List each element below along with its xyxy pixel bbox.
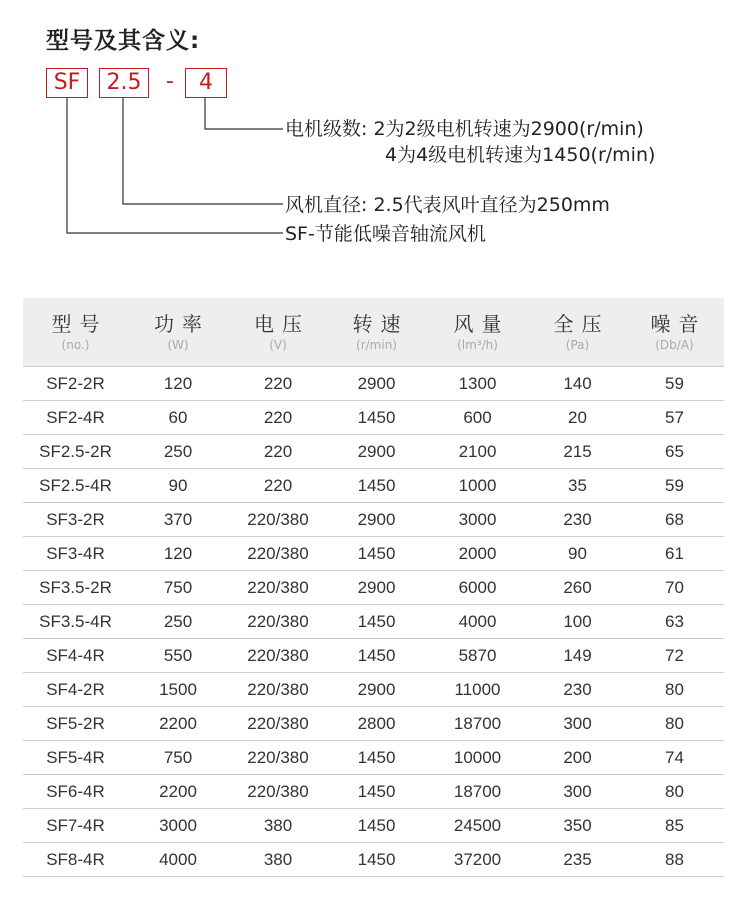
cell-voltage: 220/380	[228, 775, 328, 809]
cell-speed: 1450	[328, 809, 425, 843]
cell-power: 120	[128, 537, 228, 571]
cell-noise: 63	[625, 605, 724, 639]
cell-model: SF3-4R	[23, 537, 128, 571]
cell-airflow: 11000	[425, 673, 530, 707]
cell-pressure: 350	[530, 809, 625, 843]
cell-speed: 1450	[328, 537, 425, 571]
cell-pressure: 100	[530, 605, 625, 639]
cell-pressure: 215	[530, 435, 625, 469]
header-power: 功率 (W)	[128, 298, 228, 367]
code-dash: -	[166, 69, 174, 94]
cell-airflow: 2000	[425, 537, 530, 571]
cell-power: 250	[128, 605, 228, 639]
cell-voltage: 220/380	[228, 741, 328, 775]
cell-power: 3000	[128, 809, 228, 843]
cell-voltage: 220/380	[228, 707, 328, 741]
cell-noise: 68	[625, 503, 724, 537]
cell-pressure: 140	[530, 367, 625, 401]
table-row	[23, 707, 724, 741]
cell-model: SF3-2R	[23, 503, 128, 537]
table-row	[23, 571, 724, 605]
cell-noise: 85	[625, 809, 724, 843]
cell-noise: 61	[625, 537, 724, 571]
table-row	[23, 367, 724, 401]
cell-voltage: 220/380	[228, 537, 328, 571]
cell-speed: 1450	[328, 469, 425, 503]
cell-power: 550	[128, 639, 228, 673]
cell-model: SF3.5-4R	[23, 605, 128, 639]
header-pressure: 全压 (Pa)	[530, 298, 625, 367]
table-row	[23, 673, 724, 707]
cell-airflow: 3000	[425, 503, 530, 537]
cell-voltage: 220/380	[228, 639, 328, 673]
cell-airflow: 10000	[425, 741, 530, 775]
cell-airflow: 37200	[425, 843, 530, 877]
cell-voltage: 380	[228, 843, 328, 877]
header-voltage: 电压 (V)	[228, 298, 328, 367]
cell-pressure: 35	[530, 469, 625, 503]
code-series-box: SF	[46, 68, 88, 98]
section-title: 型号及其含义:	[46, 28, 201, 54]
cell-power: 120	[128, 367, 228, 401]
cell-power: 750	[128, 571, 228, 605]
cell-model: SF2.5-4R	[23, 469, 128, 503]
code-diameter-box: 2.5	[99, 68, 149, 98]
cell-pressure: 90	[530, 537, 625, 571]
cell-model: SF8-4R	[23, 843, 128, 877]
cell-power: 4000	[128, 843, 228, 877]
cell-noise: 74	[625, 741, 724, 775]
cell-speed: 2800	[328, 707, 425, 741]
header-model: 型号 (no.)	[23, 298, 128, 367]
cell-voltage: 220/380	[228, 673, 328, 707]
cell-noise: 65	[625, 435, 724, 469]
cell-power: 1500	[128, 673, 228, 707]
cell-voltage: 220	[228, 367, 328, 401]
cell-speed: 1450	[328, 775, 425, 809]
cell-voltage: 220	[228, 435, 328, 469]
cell-noise: 80	[625, 707, 724, 741]
cell-model: SF3.5-2R	[23, 571, 128, 605]
spec-table	[23, 298, 724, 877]
cell-model: SF6-4R	[23, 775, 128, 809]
table-row	[23, 503, 724, 537]
cell-airflow: 5870	[425, 639, 530, 673]
code-poles-box: 4	[185, 68, 227, 98]
cell-power: 750	[128, 741, 228, 775]
connector-line-poles	[205, 98, 283, 129]
cell-noise: 59	[625, 469, 724, 503]
table-row	[23, 469, 724, 503]
motor-poles-desc-line2: 4为4级电机转速为1450(r/min)	[385, 144, 656, 166]
cell-speed: 1450	[328, 401, 425, 435]
cell-model: SF5-2R	[23, 707, 128, 741]
header-airflow: 风量 (lm³/h)	[425, 298, 530, 367]
header-noise: 噪音 (Db/A)	[625, 298, 724, 367]
cell-airflow: 2100	[425, 435, 530, 469]
cell-pressure: 230	[530, 503, 625, 537]
cell-speed: 2900	[328, 503, 425, 537]
cell-power: 250	[128, 435, 228, 469]
cell-noise: 80	[625, 673, 724, 707]
table-row	[23, 809, 724, 843]
cell-model: SF4-2R	[23, 673, 128, 707]
table-row	[23, 435, 724, 469]
cell-noise: 80	[625, 775, 724, 809]
table-row	[23, 401, 724, 435]
table-row	[23, 843, 724, 877]
cell-voltage: 220	[228, 469, 328, 503]
table-header-row	[23, 298, 724, 367]
cell-pressure: 20	[530, 401, 625, 435]
cell-noise: 57	[625, 401, 724, 435]
cell-power: 60	[128, 401, 228, 435]
table-row	[23, 537, 724, 571]
cell-speed: 1450	[328, 605, 425, 639]
cell-speed: 2900	[328, 367, 425, 401]
cell-model: SF2-2R	[23, 367, 128, 401]
cell-noise: 59	[625, 367, 724, 401]
header-speed: 转速 (r/min)	[328, 298, 425, 367]
cell-speed: 2900	[328, 571, 425, 605]
cell-speed: 1450	[328, 843, 425, 877]
cell-airflow: 18700	[425, 707, 530, 741]
cell-pressure: 260	[530, 571, 625, 605]
cell-airflow: 24500	[425, 809, 530, 843]
cell-airflow: 18700	[425, 775, 530, 809]
cell-model: SF4-4R	[23, 639, 128, 673]
cell-model: SF2-4R	[23, 401, 128, 435]
cell-airflow: 1000	[425, 469, 530, 503]
cell-speed: 2900	[328, 435, 425, 469]
table-row	[23, 605, 724, 639]
cell-power: 370	[128, 503, 228, 537]
cell-speed: 2900	[328, 673, 425, 707]
cell-pressure: 300	[530, 707, 625, 741]
cell-speed: 1450	[328, 639, 425, 673]
fan-diameter-desc: 风机直径: 2.5代表风叶直径为250mm	[285, 194, 610, 216]
cell-noise: 70	[625, 571, 724, 605]
cell-power: 2200	[128, 775, 228, 809]
connector-line-diameter	[123, 98, 283, 204]
cell-voltage: 220/380	[228, 605, 328, 639]
cell-airflow: 4000	[425, 605, 530, 639]
cell-model: SF2.5-2R	[23, 435, 128, 469]
cell-noise: 88	[625, 843, 724, 877]
cell-model: SF7-4R	[23, 809, 128, 843]
cell-airflow: 600	[425, 401, 530, 435]
cell-power: 90	[128, 469, 228, 503]
cell-pressure: 300	[530, 775, 625, 809]
cell-pressure: 200	[530, 741, 625, 775]
cell-model: SF5-4R	[23, 741, 128, 775]
table-row	[23, 639, 724, 673]
series-desc: SF-节能低噪音轴流风机	[285, 223, 486, 245]
motor-poles-desc-line1: 电机级数: 2为2级电机转速为2900(r/min)	[285, 118, 644, 140]
table-row	[23, 741, 724, 775]
cell-power: 2200	[128, 707, 228, 741]
cell-noise: 72	[625, 639, 724, 673]
cell-voltage: 220	[228, 401, 328, 435]
cell-pressure: 149	[530, 639, 625, 673]
cell-voltage: 220/380	[228, 571, 328, 605]
cell-pressure: 230	[530, 673, 625, 707]
table-row	[23, 775, 724, 809]
connector-line-series	[67, 98, 283, 233]
cell-airflow: 1300	[425, 367, 530, 401]
table-body	[23, 367, 724, 877]
cell-airflow: 6000	[425, 571, 530, 605]
cell-voltage: 220/380	[228, 503, 328, 537]
cell-voltage: 380	[228, 809, 328, 843]
cell-speed: 1450	[328, 741, 425, 775]
cell-pressure: 235	[530, 843, 625, 877]
